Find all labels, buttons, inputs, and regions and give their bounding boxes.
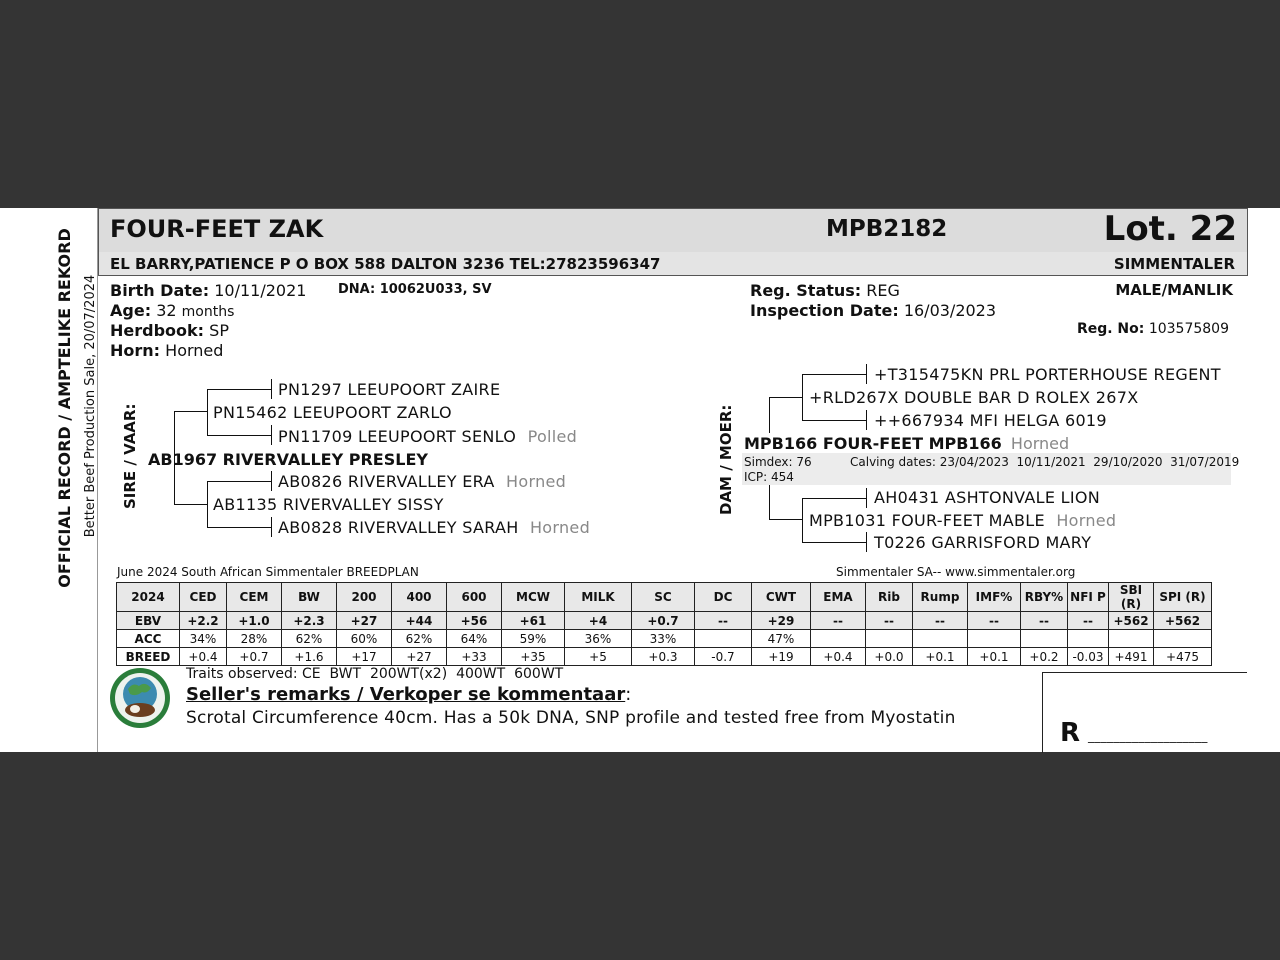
ebv-header-cell: RBY%: [1021, 583, 1068, 612]
sidebar: [0, 208, 98, 752]
ebv-cell: +56: [447, 612, 502, 630]
ebv-cell: [1068, 630, 1109, 648]
breedplan-source: June 2024 South African Simmentaler BREEDPLAN: [117, 565, 419, 579]
simmentaler-logo: [109, 667, 171, 729]
ebv-header-cell: NFI P: [1068, 583, 1109, 612]
sire-label: SIRE / VAAR:: [121, 403, 139, 509]
ebv-header-cell: SPI (R): [1154, 583, 1212, 612]
sire-dam-dam: AB0828 RIVERVALLEY SARAH: [278, 518, 519, 537]
ebv-header-cell: SBI (R): [1109, 583, 1154, 612]
animal-name: FOUR-FEET ZAK: [110, 215, 324, 243]
ebv-cell: 64%: [447, 630, 502, 648]
ebv-cell: +1.6: [282, 648, 337, 666]
herdbook-value: SP: [209, 321, 229, 340]
ebv-cell: -0.03: [1068, 648, 1109, 666]
ebv-cell: [1154, 630, 1212, 648]
remarks-title: Seller's remarks / Verkoper se kommentaar: [186, 684, 626, 705]
ebv-cell: +44: [392, 612, 447, 630]
ebv-header-cell: 400: [392, 583, 447, 612]
horn-label: Horn:: [110, 341, 161, 360]
ebv-cell: 34%: [180, 630, 227, 648]
age-unit: months: [181, 304, 235, 320]
sire-dam-sire-row: [278, 472, 566, 491]
reg-status-label: Reg. Status:: [750, 281, 862, 300]
r-label: R: [1060, 718, 1081, 748]
breed-label: SIMMENTALER: [1113, 255, 1235, 273]
ebv-header-cell: IMF%: [968, 583, 1021, 612]
dam-sire-sire: +T315475KN PRL PORTERHOUSE REGENT: [874, 365, 1221, 384]
horn-value: Horned: [165, 341, 224, 360]
ebv-row: [117, 648, 1212, 666]
ebv-header-cell: BW: [282, 583, 337, 612]
ebv-header-cell: CEM: [227, 583, 282, 612]
dam-row: [744, 434, 1069, 453]
dam-dam-dam: T0226 GARRISFORD MARY: [874, 533, 1092, 552]
sire-sire: PN15462 LEEUPOORT ZARLO: [213, 403, 452, 422]
remarks-colon: :: [625, 684, 632, 705]
ebv-cell: +562: [1154, 612, 1212, 630]
lot-card: [0, 208, 1280, 752]
dam-dam-sire: AH0431 ASHTONVALE LION: [874, 488, 1101, 507]
ebv-cell: 62%: [392, 630, 447, 648]
ebv-cell: +61: [502, 612, 565, 630]
age-value: 32: [156, 301, 177, 320]
ebv-cell: +27: [392, 648, 447, 666]
lot-number: Lot. 22: [1103, 209, 1237, 249]
ebv-header-cell: MCW: [502, 583, 565, 612]
calving-dates: Calving dates: 23/04/2023 10/11/2021 29/10/2020 31/07/2019: [850, 455, 1240, 469]
sire-sire-sire: PN1297 LEEUPOORT ZAIRE: [278, 380, 501, 399]
dam-dam-note: Horned: [1056, 511, 1117, 530]
dam-sire: +RLD267X DOUBLE BAR D ROLEX 267X: [809, 388, 1139, 407]
ebv-header-cell: MILK: [565, 583, 632, 612]
ebv-header-cell: SC: [632, 583, 695, 612]
inspection-value: 16/03/2023: [903, 301, 997, 320]
ebv-cell: +0.3: [632, 648, 695, 666]
age-label: Age:: [110, 301, 152, 320]
herdbook-label: Herdbook:: [110, 321, 205, 340]
ebv-header-cell: CWT: [752, 583, 811, 612]
ebv-cell: +17: [337, 648, 392, 666]
ebv-cell: +0.0: [866, 648, 913, 666]
ebv-cell: +2.3: [282, 612, 337, 630]
dam-dam-row: [809, 511, 1116, 530]
ebv-cell: +562: [1109, 612, 1154, 630]
traits-observed: Traits observed: CE BWT 200WT(x2) 400WT 600WT: [186, 666, 564, 682]
sire-dam-dam-row: [278, 518, 590, 537]
ebv-header-cell: 600: [447, 583, 502, 612]
icp: ICP: 454: [744, 470, 794, 484]
dam-note: Horned: [1010, 434, 1070, 453]
sire-sire-dam-row: [278, 427, 577, 446]
official-record-label: OFFICIAL RECORD / AMPTELIKE REKORD: [55, 228, 74, 588]
owner-address: EL BARRY,PATIENCE P O BOX 588 DALTON 3236 TEL:27823596347: [110, 255, 661, 273]
sale-label: Better Beef Production Sale, 20/07/2024: [83, 274, 98, 538]
inspection-row: [750, 301, 996, 320]
birth-date-row: [110, 281, 306, 300]
ebv-cell: 33%: [632, 630, 695, 648]
ebv-cell: --: [695, 612, 752, 630]
ebv-cell: +33: [447, 648, 502, 666]
sex-label: MALE/MANLIK: [1115, 281, 1233, 299]
dam-sire-dam: ++667934 MFI HELGA 6019: [874, 411, 1107, 430]
ebv-cell: 36%: [565, 630, 632, 648]
ebv-cell: +0.7: [227, 648, 282, 666]
reg-no-row: [1077, 321, 1229, 337]
ebv-cell: --: [1021, 612, 1068, 630]
ebv-cell: +4: [565, 612, 632, 630]
ebv-header-row: [117, 583, 1212, 612]
ebv-table: [116, 582, 1212, 666]
ebv-cell: +5: [565, 648, 632, 666]
ebv-header-cell: DC: [695, 583, 752, 612]
ebv-header-cell: 2024: [117, 583, 180, 612]
ebv-cell: [913, 630, 968, 648]
ebv-cell: +29: [752, 612, 811, 630]
dam-label: DAM / MOER:: [717, 404, 735, 515]
ebv-cell: [1109, 630, 1154, 648]
sire-dam-dam-note: Horned: [529, 518, 591, 537]
ebv-cell: +0.1: [968, 648, 1021, 666]
ebv-cell: +0.2: [1021, 648, 1068, 666]
inspection-label: Inspection Date:: [750, 301, 899, 320]
ebv-cell: [695, 630, 752, 648]
animal-id: MPB2182: [826, 216, 948, 242]
ebv-cell: +475: [1154, 648, 1212, 666]
ebv-row-label: BREED: [117, 648, 180, 666]
birth-date-value: 10/11/2021: [214, 281, 307, 300]
ebv-cell: +2.2: [180, 612, 227, 630]
ebv-cell: +0.7: [632, 612, 695, 630]
sire-sire-dam: PN11709 LEEUPOORT SENLO: [278, 427, 517, 446]
ebv-cell: +27: [337, 612, 392, 630]
reg-status-value: REG: [866, 281, 900, 300]
ebv-row: [117, 612, 1212, 630]
ebv-cell: -0.7: [695, 648, 752, 666]
ebv-cell: 59%: [502, 630, 565, 648]
remarks-heading: [186, 684, 631, 705]
ebv-cell: [1021, 630, 1068, 648]
ebv-header-cell: EMA: [811, 583, 866, 612]
ebv-cell: +19: [752, 648, 811, 666]
simdex: Simdex: 76: [744, 455, 812, 469]
dam-dam: MPB1031 FOUR-FEET MABLE: [809, 511, 1045, 530]
reg-no-value: 103575809: [1148, 321, 1229, 337]
ebv-cell: --: [1068, 612, 1109, 630]
age-row: [110, 301, 234, 320]
ebv-cell: --: [968, 612, 1021, 630]
ebv-cell: +0.4: [811, 648, 866, 666]
dam-name: MPB166 FOUR-FEET MPB166: [744, 434, 1002, 453]
ebv-row: [117, 630, 1212, 648]
birth-date-label: Birth Date:: [110, 281, 210, 300]
ebv-cell: +1.0: [227, 612, 282, 630]
ebv-cell: 60%: [337, 630, 392, 648]
ebv-cell: [811, 630, 866, 648]
sire-sire-dam-note: Polled: [527, 427, 578, 446]
ebv-cell: 62%: [282, 630, 337, 648]
ebv-cell: --: [866, 612, 913, 630]
owner-band: [98, 252, 1248, 276]
ebv-cell: +35: [502, 648, 565, 666]
sire-dam-sire-note: Horned: [506, 472, 567, 491]
ebv-cell: --: [811, 612, 866, 630]
ebv-cell: 47%: [752, 630, 811, 648]
reg-no-label: Reg. No:: [1076, 321, 1145, 337]
horn-row: [110, 341, 223, 360]
sire-dam-sire: AB0826 RIVERVALLEY ERA: [278, 472, 495, 491]
ebv-cell: 28%: [227, 630, 282, 648]
dna-value: DNA: 10062U033, SV: [338, 282, 492, 297]
title-band: [98, 208, 1248, 253]
ebv-cell: +0.4: [180, 648, 227, 666]
sire-name: AB1967 RIVERVALLEY PRESLEY: [148, 450, 428, 469]
ebv-header-cell: CED: [180, 583, 227, 612]
herdbook-row: [110, 321, 229, 340]
ebv-header-cell: 200: [337, 583, 392, 612]
ebv-row-label: ACC: [117, 630, 180, 648]
ebv-cell: [968, 630, 1021, 648]
ebv-cell: +0.1: [913, 648, 968, 666]
r-signature-line: ___________________: [1088, 729, 1208, 743]
sire-dam: AB1135 RIVERVALLEY SISSY: [213, 495, 444, 514]
ebv-cell: --: [913, 612, 968, 630]
ebv-header-cell: Rib: [866, 583, 913, 612]
ebv-header-cell: Rump: [913, 583, 968, 612]
ebv-cell: [866, 630, 913, 648]
ebv-cell: +491: [1109, 648, 1154, 666]
reg-status-row: [750, 281, 900, 300]
ebv-row-label: EBV: [117, 612, 180, 630]
breedplan-website: Simmentaler SA-- www.simmentaler.org: [836, 565, 1076, 579]
remarks-text: Scrotal Circumference 40cm. Has a 50k DNA, SNP profile and tested free from Myostatin: [186, 708, 956, 728]
